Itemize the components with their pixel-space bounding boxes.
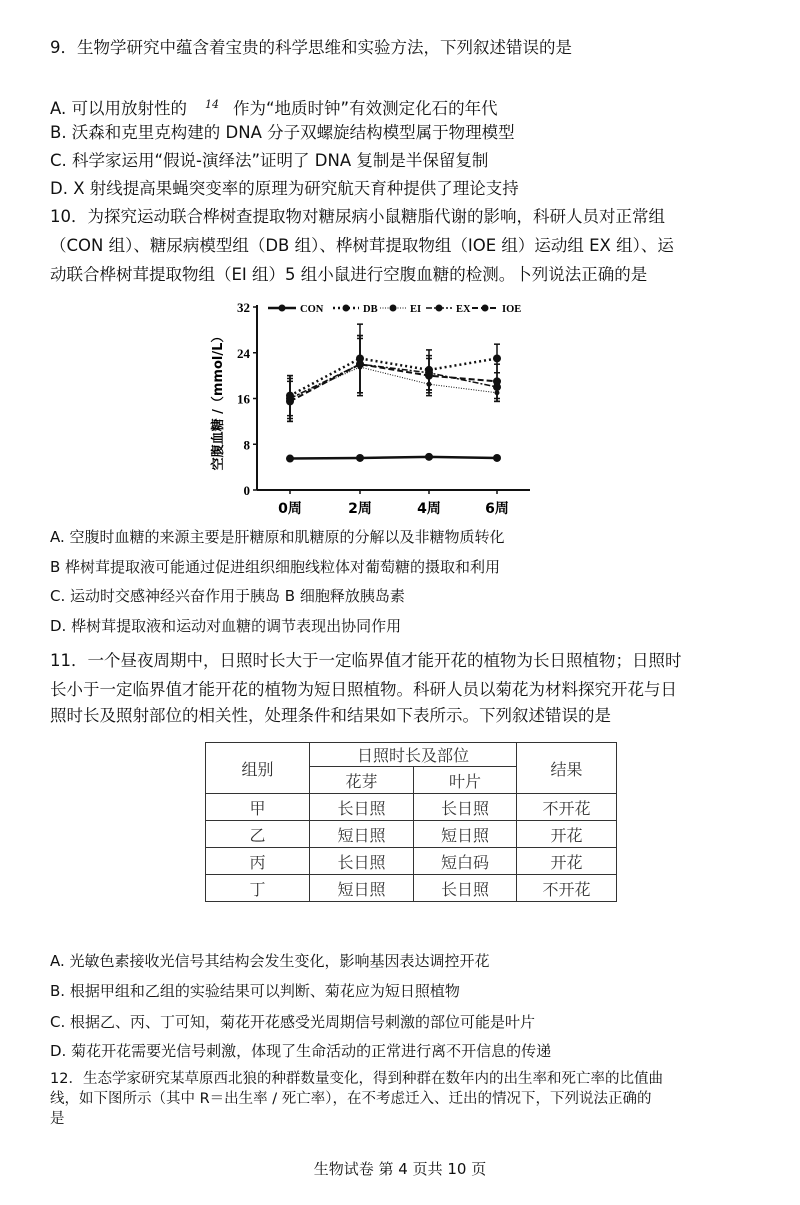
q10-stem-line: 10．为探究运动联合桦树查提取物对糖尿病小鼠糖脂代谢的影响，科研人员对正常组 [50,207,665,226]
table-row [206,875,617,902]
data-point-ioe [493,377,501,385]
header-group: 组别 [206,743,310,794]
data-point-con [493,454,501,462]
header-span: 日照时长及部位 [310,743,517,767]
header-leaf: 叶片 [414,767,517,794]
q11-option-d: D. 菊花开花需要光信号刺激，体现了生命活动的正常进行离不开信息的传递 [50,1042,552,1060]
table-row [206,794,617,821]
y-tick-label: 16 [237,391,250,407]
q11-option-a: A. 光敏色素接收光信号其结构会发生变化，影响基因表达调控开花 [50,952,490,970]
q11-stem-line: 照时长及照射部位的相关性，处理条件和结果如下表所示。下列叙述错误的是 [50,706,611,725]
x-tick-label: 0周 [278,501,302,515]
q9-option-a-suffix: 作为“地质时钟”有效测定化石的年代 [233,99,498,118]
y-tick-label: 24 [237,345,250,361]
q10-option-b: B 桦树茸提取液可能通过促进组织细胞线粒体对葡萄糖的摄取和利用 [50,558,501,576]
legend-marker [390,305,397,312]
series-line-db [290,358,497,395]
series-line-ei [290,367,497,398]
cell: 长日照 [310,848,414,875]
cell: 长日照 [414,794,517,821]
q9-stem: 9．生物学研究中蕴含着宝贵的科学思维和实验方法，下列叙述错误的是 [50,38,572,57]
data-point-ioe [286,397,294,405]
legend-marker [436,305,443,312]
data-point-con [286,455,294,463]
q11-stem-line: 11．一个昼夜周期中，日照时长大于一定临界值才能开花的植物为长日照植物；日照时 [50,651,682,670]
cell: 不开花 [517,794,617,821]
x-tick-label: 6周 [485,501,509,515]
q9-option-d: D. X 射线提高果蝇突变率的原理为研究航天育种提供了理论支持 [50,179,519,198]
cell: 丙 [206,848,310,875]
y-axis-label: 空腹血糖 /（mmol/L） [211,329,226,471]
data-point-con [425,453,433,461]
y-tick-label: 8 [243,437,250,453]
page-footer: 生物试卷 第 4 页共 10 页 [313,1160,487,1178]
cell: 乙 [206,821,310,848]
q10-option-a: A. 空腹时血糖的来源主要是肝糖原和肌糖原的分解以及非糖物质转化 [50,528,505,546]
q10-option-c: C. 运动时交感神经兴奋作用于胰岛 B 细胞释放胰岛素 [50,587,405,605]
legend-label-con: CON [300,304,324,315]
q11-option-c: C. 根据乙、丙、丁可知，菊花开花感受光周期信号刺激的部位可能是叶片 [50,1013,536,1031]
photoperiod-table [205,742,617,902]
data-point-ioe [356,360,364,368]
cell: 短日照 [414,821,517,848]
legend-marker [343,305,350,312]
q12-stem-line: 是 [50,1111,65,1127]
cell: 长日照 [310,794,414,821]
cell: 短白码 [414,848,517,875]
series-line-ioe [290,364,497,401]
cell: 长日照 [414,875,517,902]
legend-label-ex: EX [456,304,471,315]
blood-glucose-chart [200,295,540,515]
q10-stem-line: （CON 组）、糖尿病模型组（DB 组）、桦树茸提取物组（IOE 组）运动组 EX 组）、运 [50,236,674,255]
q11-stem-line: 长小于一定临界值才能开花的植物为短日照植物。科研人员以菊花为材料探究开花与日 [50,680,677,699]
cell: 短日照 [310,875,414,902]
q11-option-b: B. 根据甲组和乙组的实验结果可以判断、菊花应为短日照植物 [50,982,460,1000]
series-line-con [290,457,497,459]
q9-option-a-prefix: A. 可以用放射性的 [50,99,187,118]
cell: 开花 [517,848,617,875]
table-row [206,848,617,875]
q10-option-d: D. 桦树茸提取液和运动对血糖的调节表现出协同作用 [50,617,402,635]
legend-label-db: DB [363,304,378,315]
q9-option-c: C. 科学家运用“假说-演绎法”证明了 DNA 复制是半保留复制 [50,151,489,170]
x-tick-label: 2周 [348,501,372,515]
q9-option-b: B. 沃森和克里克构建的 DNA 分子双螺旋结构模型属于物理模型 [50,123,515,142]
header-result: 结果 [517,743,617,794]
q12-stem-line: 12．生态学家研究某草原西北狼的种群数量变化，得到种群在数年内的出生率和死亡率的比值曲 [50,1071,663,1087]
y-tick-label: 0 [243,483,250,498]
legend-marker [482,305,489,312]
isotope-superscript: 14 [205,98,219,111]
table-row [206,821,617,848]
cell: 丁 [206,875,310,902]
y-tick-label: 32 [237,300,250,315]
legend-label-ei: EI [410,304,422,315]
q9-option-a [50,94,498,120]
legend-marker [279,305,286,312]
data-point-con [356,454,364,462]
cell: 开花 [517,821,617,848]
q10-stem-line: 动联合桦树茸提取物组（EI 组）5 组小鼠进行空腹血糖的检测。卜列说法正确的是 [50,265,648,284]
legend-label-ioe: IOE [502,304,522,315]
cell: 不开花 [517,875,617,902]
data-point-db [493,354,501,362]
cell: 甲 [206,794,310,821]
header-bud: 花芽 [310,767,414,794]
q12-stem-line: 线，如下图所示（其中 R＝出生率 / 死亡率），在不考虑迁入、迁出的情况下，下列说法正确的 [50,1091,652,1107]
cell: 短日照 [310,821,414,848]
data-point-ioe [425,372,433,380]
x-tick-label: 4周 [417,501,441,515]
